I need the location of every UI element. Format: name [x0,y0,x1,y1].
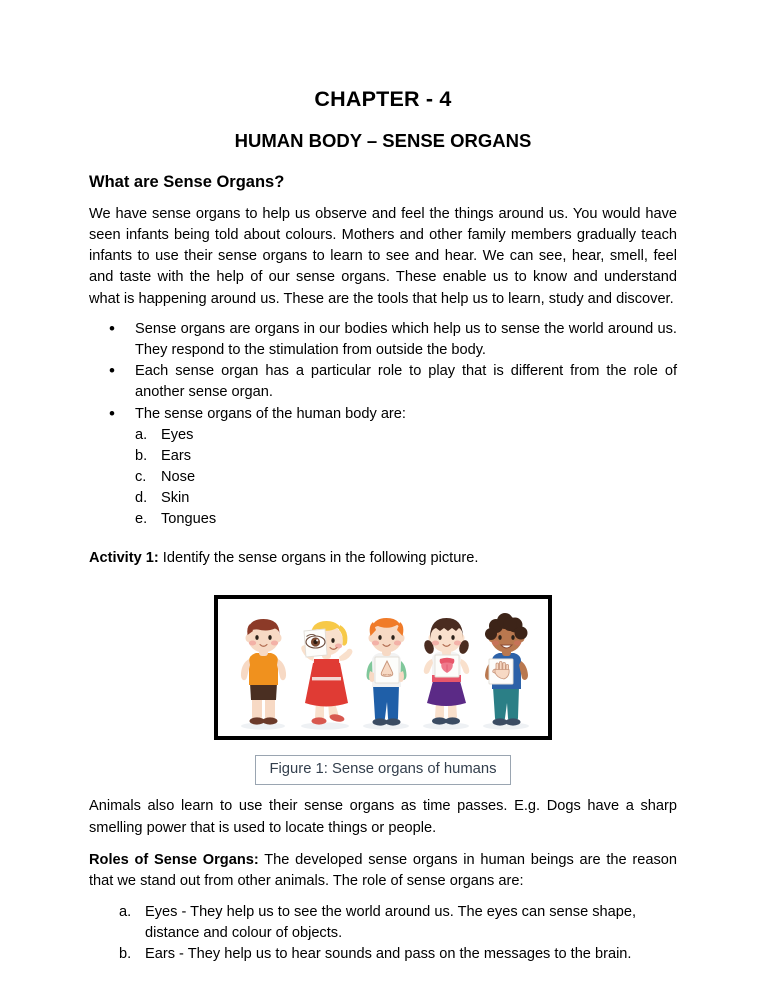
list-item: • Sense organs are organs in our bodies which help us to sense the world around us. They respond to the stimulation from outside the body. [89,319,677,361]
list-item-label: Ears - They help us to hear sounds and pass on the messages to the brain. [145,946,632,963]
activity-text: Identify the sense organs in the following picture. [158,550,479,567]
list-marker: b. [135,447,148,464]
list-item [135,446,677,467]
roles-paragraph [89,839,677,892]
roles-lead-text: The developed sense organs in human beings are the reason that we stand out from other animals. The role of sense organs are: [89,851,677,890]
list-marker: e. [135,511,148,528]
document-content [89,0,677,966]
list-item [135,425,677,446]
list-marker: b. [119,946,132,963]
list-item-label: Nose [161,469,196,485]
figure-block [89,569,677,785]
figure-image-frame [214,595,552,740]
nose-card [375,657,399,683]
list-item [119,944,677,965]
list-item-label: Eyes - They help us to see the world around us. The eyes can sense shape, distance and colour of objects. [145,904,637,942]
list-item-label: Tongues [161,511,217,528]
hand-card [489,659,513,684]
list-item-label: Eyes [161,426,194,443]
chapter-title: CHAPTER - 4 [314,87,452,111]
roles-list [89,892,677,965]
list-item-label: Ears [161,447,192,464]
activity-line [89,530,677,569]
sense-organs-bullet-list [89,310,677,425]
list-item [135,467,677,488]
intro-paragraph: We have sense organs to help us observe and feel the things around us. You would have seen infants being told about colours. Mothers and other family members gradually teach infants to use their sense organs to learn to see and hear. We can see, hear, smell, feel and taste with the help of our sense organs. These enable us to know and understand what is happening around us. These are the tools that help us to learn, study and discover. [89,205,677,307]
eye-card [304,629,327,657]
sense-organs-illustration [218,599,548,736]
list-marker: a. [119,904,132,921]
list-marker: d. [135,490,148,507]
list-item [135,509,677,530]
tongue-card [435,655,459,677]
list-item-label: Skin [161,490,190,507]
list-marker: a. [135,426,148,443]
chapter-subtitle: HUMAN BODY – SENSE ORGANS [234,129,532,151]
list-marker: c. [135,469,147,485]
activity-label: Activity 1: [89,550,159,567]
animals-paragraph: Animals also learn to use their sense organs as time passes. E.g. Dogs have a sharp smelling power that is used to locate things or people. [89,798,677,836]
list-item: • The sense organs of the human body are: [89,404,677,425]
sense-organ-name-list [89,425,677,530]
list-item [119,902,677,944]
roles-lead-label: Roles of Sense Organs: [89,851,259,868]
section-heading-what-are-sense-organs: What are Sense Organs? [89,172,285,191]
list-item: • Each sense organ has a particular role to play that is different from the role of another sense organ. [89,361,677,403]
figure-caption: Figure 1: Sense organs of humans [255,755,510,785]
list-item [135,488,677,509]
